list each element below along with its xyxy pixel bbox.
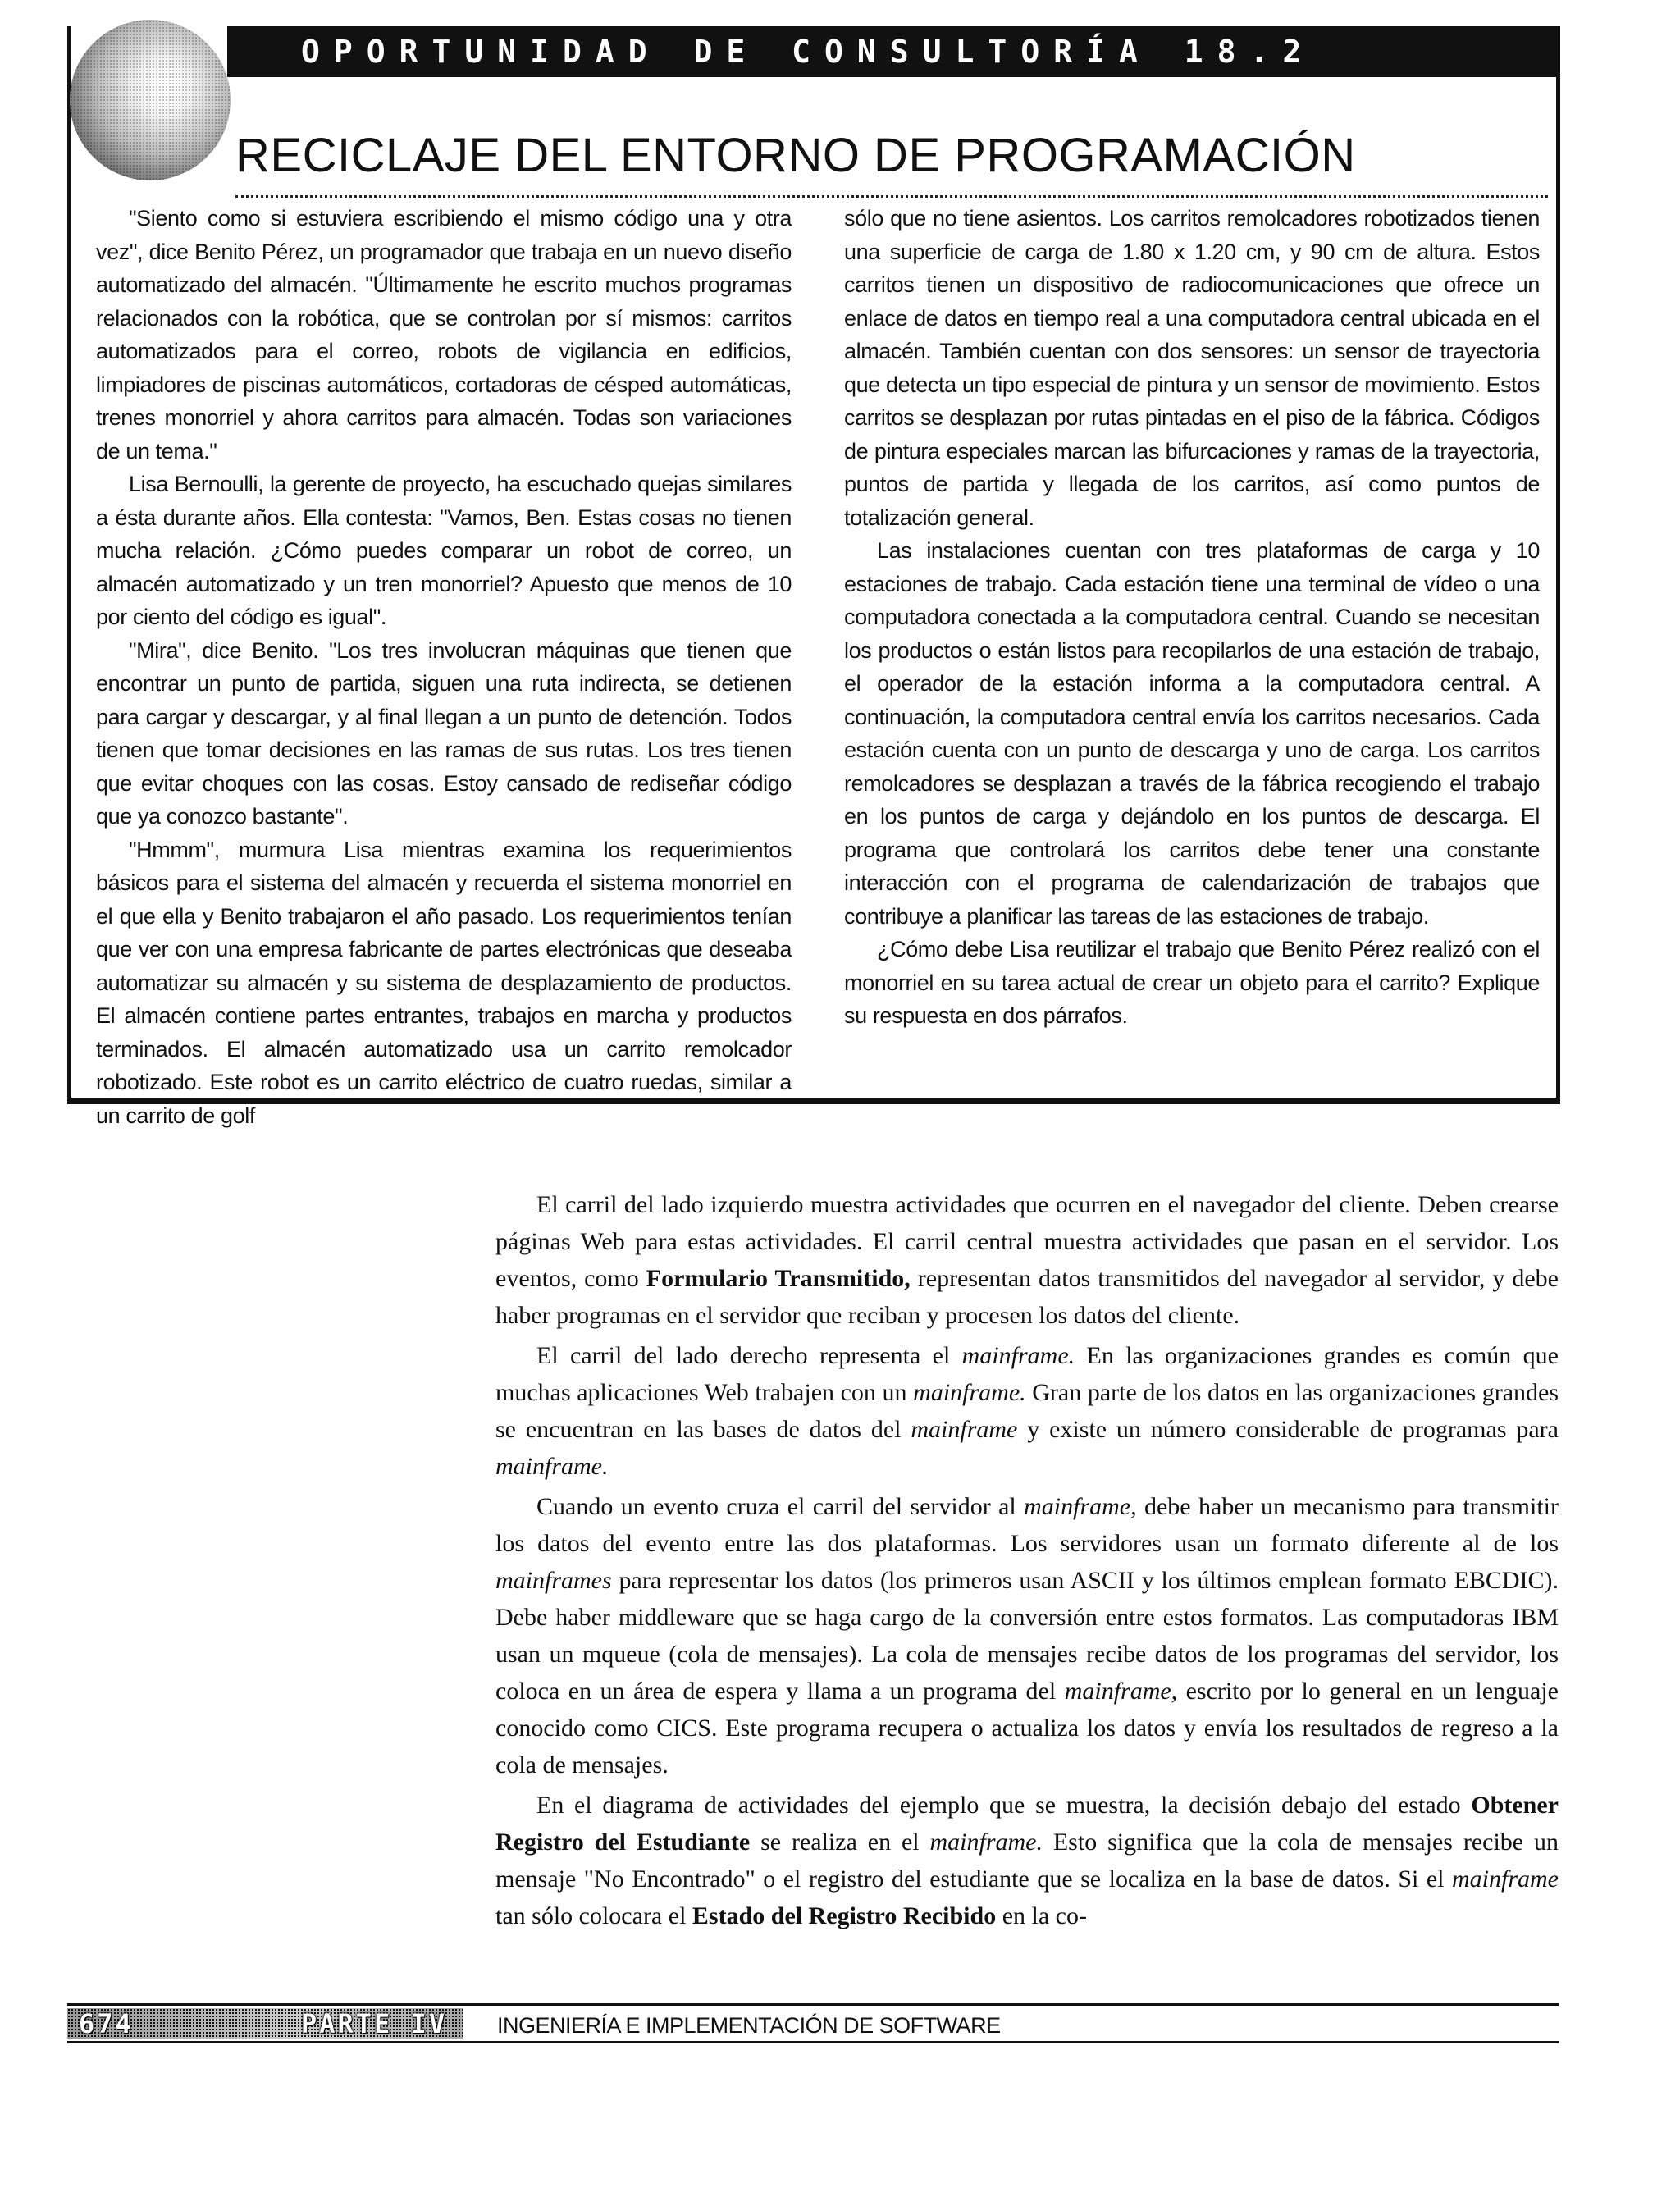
banner-text: OPORTUNIDAD DE CONSULTORÍA 18.2 xyxy=(301,34,1316,70)
bold-term: Estado del Registro Recibido xyxy=(692,1902,997,1929)
body-paragraph-3 xyxy=(495,1488,1559,1783)
italic-term: mainframe. xyxy=(961,1342,1075,1369)
right-paragraph-1: sólo que no tiene asientos. Los carritos remolcadores robotizados tienen una superficie de carga de 1.80 x 1.20 cm, y 90 cm de altura. Estos carritos tienen un dispositivo de radiocomunicaciones que ofrece un enlace de datos en tiempo real a una computadora central ubicada en el almacén. También cuentan con dos sensores: un sensor de trayectoria que detecta un tipo especial de pintura y un sensor de movimiento. Estos carritos se desplazan por rutas pintadas en el piso de la fábrica. Códigos de pintura especiales marcan las bifurcaciones y ramas de la trayectoria, puntos de partida y llegada de los carritos, así como puntos de totalización general. xyxy=(844,206,1540,530)
box-columns xyxy=(96,202,1540,1128)
text-run: para representar los datos (los primeros usan ASCII y los últimos emplean formato EBCDIC). Debe haber middleware que se haga cargo de la conversión entre estos formatos. Las computadoras IBM usan un mqueue (cola de mensajes). La cola de mensajes recibe datos de los programas del servidor, los coloca en un área de espera y llama a un programa del xyxy=(495,1567,1559,1705)
section-label: INGENIERÍA E IMPLEMENTACIÓN DE SOFTWARE xyxy=(497,2013,1001,2038)
text-run: Esto significa que la cola de mensajes recibe un mensaje "No Encontrado" o el registro del estudiante que se localiza en la base de datos. Si el xyxy=(495,1829,1559,1893)
left-paragraph-4: "Hmmm", murmura Lisa mientras examina los requerimientos básicos para el sistema del almacén y recuerda el sistema monorriel en el que ella y Benito trabajaron el año pasado. Los requerimientos tenían que ver con una empresa fabricante de partes electrónicas que deseaba automatizar su almacén y su sistema de desplazamiento de productos. El almacén contiene partes entrantes, trabajos en marcha y productos terminados. El almacén automatizado usa un carrito remolcador robotizado. Este robot es un carrito eléctrico de cuatro ruedas, similar a un carrito de golf xyxy=(96,837,792,1128)
text-run: En las organizaciones grandes es común que muchas aplicaciones Web trabajen con un xyxy=(495,1342,1559,1406)
left-paragraph-1: "Siento como si estuviera escribiendo el mismo código una y otra vez", dice Benito Pérez, un programador que trabaja en un nuevo diseño automatizado del almacén. "Últimamente he escrito muchos programas relacionados con la robótica, que se controlan por sí mismos: carritos automatizados para el correo, robots de vigilancia en edificios, limpiadores de piscinas automáticos, cortadoras de césped automáticas, trenes monorriel y ahora carritos para almacén. Todas son variaciones de un tema." xyxy=(96,206,792,463)
page-number: 674 xyxy=(79,2008,134,2039)
text-run: tan sólo colocara el xyxy=(495,1902,692,1929)
footer-rule-top xyxy=(67,2003,1559,2006)
italic-term: mainframe xyxy=(1452,1865,1559,1893)
italic-term: mainframe, xyxy=(1024,1493,1137,1520)
consulting-banner xyxy=(227,26,1556,77)
box-title: RECICLAJE DEL ENTORNO DE PROGRAMACIÓN xyxy=(235,116,1548,198)
body-text xyxy=(495,1186,1559,1938)
italic-term: mainframe. xyxy=(929,1829,1043,1856)
text-run: representan datos transmitidos del navegador al servidor, y debe haber programas en el servidor que reciban y procesen los datos del cliente. xyxy=(495,1265,1559,1329)
text-run: En el diagrama de actividades del ejemplo que se muestra, la decisión debajo del estado xyxy=(536,1792,1472,1819)
footer-tab xyxy=(67,2008,463,2039)
bold-term: Obtener Registro del Estudiante xyxy=(495,1792,1559,1856)
footer-rule-bottom xyxy=(67,2041,1559,2043)
body-paragraph-1 xyxy=(495,1186,1559,1334)
text-run: se realiza en el xyxy=(750,1829,930,1856)
body-paragraph-2 xyxy=(495,1337,1559,1485)
left-paragraph-3: "Mira", dice Benito. "Los tres involucran máquinas que tienen que encontrar un punto de partida, siguen una ruta indirecta, se detienen para cargar y descargar, y al final llegan a un punto de detención. Todos tienen que tomar decisiones en las ramas de sus rutas. Los tres tienen que evitar choques con las cosas. Estoy cansado de rediseñar código que ya conozco bastante". xyxy=(96,637,792,829)
bold-term: Formulario Transmitido, xyxy=(646,1265,911,1292)
text-run: Cuando un evento cruza el carril del servidor al xyxy=(536,1493,1025,1520)
italic-term: mainframes xyxy=(495,1567,612,1594)
italic-term: mainframe. xyxy=(913,1379,1026,1406)
text-run: El carril del lado izquierdo muestra actividades que ocurren en el navegador del cliente. Deben crearse páginas Web para estas actividades. El carril central muestra actividades que pasan en el servidor. Los eventos, como xyxy=(495,1191,1559,1292)
italic-term: mainframe. xyxy=(495,1453,609,1480)
part-label: PARTE IV xyxy=(301,2008,448,2039)
left-column xyxy=(96,202,792,1128)
italic-term: mainframe, xyxy=(1064,1678,1178,1705)
text-run: en la co- xyxy=(996,1902,1087,1929)
right-paragraph-3: ¿Cómo debe Lisa reutilizar el trabajo que Benito Pérez realizó con el monorriel en su tarea actual de crear un objeto para el carrito? Explique su respuesta en dos párrafos. xyxy=(844,937,1540,1028)
sphere-icon xyxy=(70,20,231,180)
text-run: debe haber un mecanismo para transmitir los datos del evento entre las dos plataformas. Los servidores usan un formato diferente al de los xyxy=(495,1493,1559,1557)
text-run: escrito por lo general en un lenguaje conocido como CICS. Este programa recupera o actualiza los datos y envía los resultados de regreso a la cola de mensajes. xyxy=(495,1678,1559,1779)
right-column xyxy=(844,202,1540,1088)
text-run: Gran parte de los datos en las organizaciones grandes se encuentran en las bases de datos del xyxy=(495,1379,1559,1443)
text-run: El carril del lado derecho representa el xyxy=(536,1342,962,1369)
body-paragraph-4 xyxy=(495,1787,1559,1934)
italic-term: mainframe xyxy=(911,1416,1018,1443)
right-paragraph-2: Las instalaciones cuentan con tres plataformas de carga y 10 estaciones de trabajo. Cada estación tiene una terminal de vídeo o una computadora conectada a la computadora central. Cuando se necesitan los productos o están listos para recopilarlos de una estación de trabajo, el operador de la estación informa a la computadora central. A continuación, la computadora central envía los carritos necesarios. Cada estación cuenta con un punto de descarga y uno de carga. Los carritos remolcadores se desplazan a través de la fábrica recogiendo el trabajo en los puntos de carga y dejándolo en los puntos de descarga. El programa que controlará los carritos debe tener una constante interacción con el programa de calendarización de trabajos que contribuye a planificar las tareas de las estaciones de trabajo. xyxy=(844,538,1540,929)
text-run: y existe un número considerable de programas para xyxy=(1017,1416,1559,1443)
consulting-box xyxy=(67,26,1560,1128)
left-paragraph-2: Lisa Bernoulli, la gerente de proyecto, ha escuchado quejas similares a ésta durante años. Ella contesta: "Vamos, Ben. Estas cosas no tienen mucha relación. ¿Cómo puedes comparar un robot de correo, un almacén automatizado y un tren monorriel? Apuesto que menos de 10 por ciento del código es igual". xyxy=(96,472,792,629)
